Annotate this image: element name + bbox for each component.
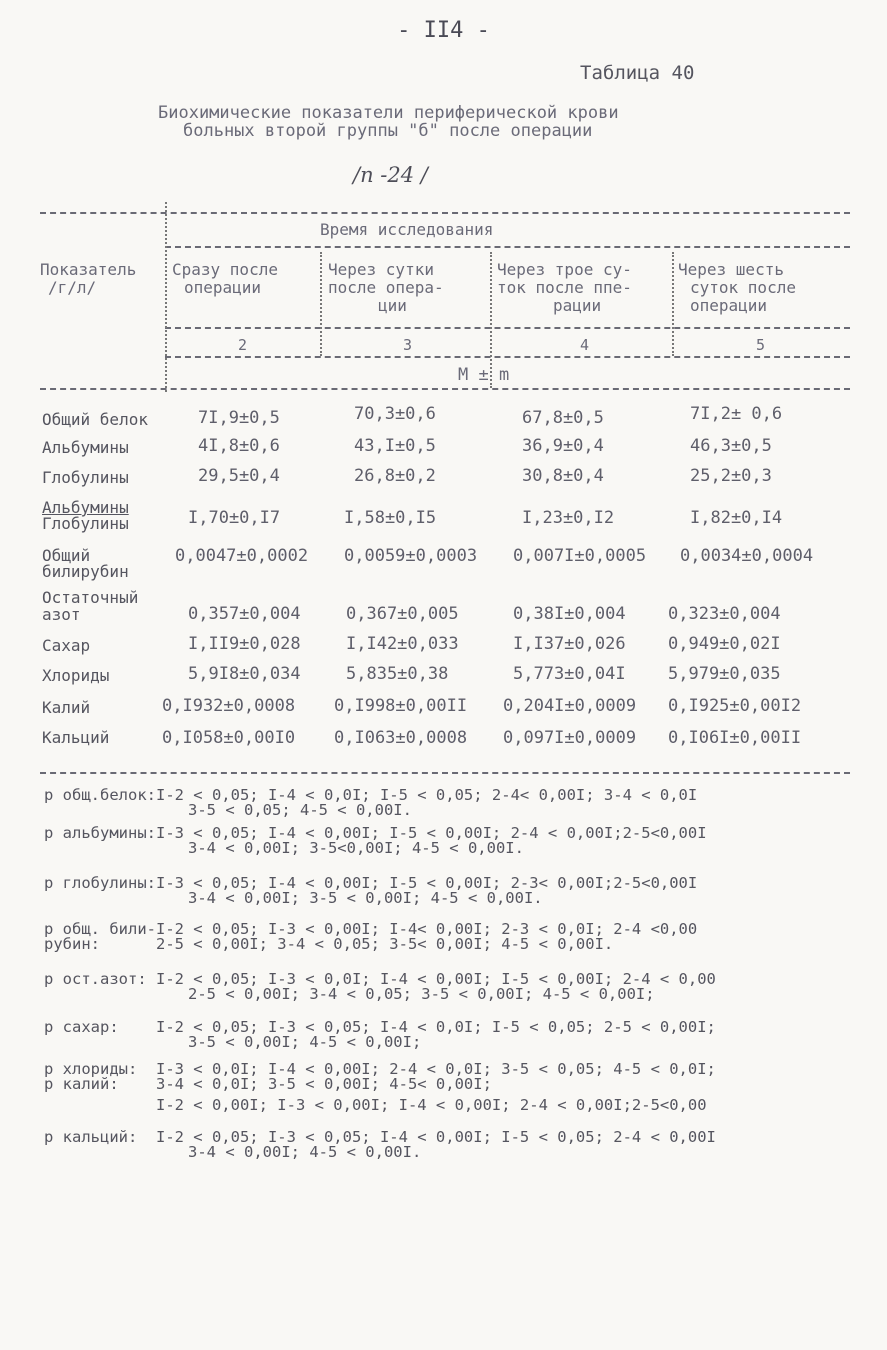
cell: 7I,9±0,5 [198,408,280,428]
table-bottom-rule [40,772,850,774]
footnote-line: р ост.азот: I-2 < 0,05; I-3 < 0,0I; I-4 < 0,00I; I-5 < 0,00I; 2-4 < 0,00 [44,970,716,988]
cell: 0,I063±0,0008 [334,728,468,748]
row-label: Общий белок [42,410,148,429]
footnote-line: 3-5 < 0,05; 4-5 < 0,00I. [188,801,412,819]
cell: 0,0034±0,0004 [680,546,814,566]
sample-size: /n -24 / [353,163,428,187]
col-header-4: Через трое су- [497,260,632,279]
cell: I,82±0,I4 [690,508,783,528]
cell: 5,979±0,035 [668,664,781,684]
cell: 67,8±0,5 [522,408,604,428]
col-number-3: 3 [403,336,413,354]
row-label-line2: азот [42,605,81,624]
row-label: Сахар [42,636,91,655]
footnote-line: р кальций: I-2 < 0,05; I-3 < 0,05; I-4 < 0,00I; I-5 < 0,05; 2-4 < 0,00I [44,1128,716,1146]
row-label: Хлориды [42,666,110,685]
cell: 0,949±0,02I [668,634,781,654]
cell: 0,I058±0,00I0 [162,728,296,748]
cell: 0,323±0,004 [668,604,781,624]
footnote-line: I-2 < 0,00I; I-3 < 0,00I; I-4 < 0,00I; 2-4 < 0,00I;2-5<0,00 [44,1096,707,1114]
cell: 70,3±0,6 [354,404,436,424]
cell: 36,9±0,4 [522,436,604,456]
cell: 0,I998±0,00II [334,696,468,716]
page-number: - II4 - [397,18,490,43]
footnote-line: р хлориды: I-3 < 0,0I; I-4 < 0,00I; 2-4 < 0,0I; 3-5 < 0,05; 4-5 < 0,0I; [44,1060,716,1078]
col-separator [672,252,674,356]
cell: 0,007I±0,0005 [513,546,647,566]
cell: I,70±0,I7 [188,508,281,528]
col-header-3: Через сутки [328,260,434,279]
row-label: Общий [42,546,91,565]
cell: 5,773±0,04I [513,664,626,684]
cell: I,I42±0,033 [346,634,459,654]
cell: I,I37±0,026 [513,634,626,654]
row-label: Альбумины [42,438,129,457]
col-header-5-line3: операции [690,296,768,315]
header-colnum-rule [165,327,850,329]
cell: I,23±0,I2 [522,508,615,528]
cell: 43,I±0,5 [354,436,436,456]
row-label: Остаточный [42,588,139,607]
cell: 29,5±0,4 [198,466,280,486]
row-label-denominator: Глобулины [42,514,129,533]
row-label: Калий [42,698,91,717]
cell: I,58±0,I5 [344,508,437,528]
cell: 30,8±0,4 [522,466,604,486]
cell: 46,3±0,5 [690,436,772,456]
col-header-4-line3: рации [553,296,602,315]
cell: 0,I932±0,0008 [162,696,296,716]
table-label: Таблица 40 [580,62,695,84]
cell: 0,367±0,005 [346,604,459,624]
col-header-2: Сразу после [172,260,278,279]
cell: 0,357±0,004 [188,604,301,624]
header-bottom-rule [40,388,850,390]
footnote-line: 3-4 < 0,00I; 3-5<0,00I; 4-5 < 0,00I. [188,839,524,857]
col-number-4: 4 [580,336,590,354]
cell: 5,9I8±0,034 [188,664,301,684]
cell: 7I,2± 0,6 [690,404,783,424]
row-label: Кальций [42,728,110,747]
table-top-rule [40,212,850,214]
col-separator [320,252,322,356]
footnote-line: 3-4 < 0,00I; 4-5 < 0,00I. [188,1143,422,1161]
col-separator [165,202,167,392]
col-number-5: 5 [756,336,766,354]
footnote-line: рубин: 2-5 < 0,00I; 3-4 < 0,05; 3-5< 0,00I; 4-5 < 0,00I. [44,935,614,953]
cell: 0,0059±0,0003 [344,546,478,566]
col-header-2-line2: операции [184,278,262,297]
cell: 0,I925±0,00I2 [668,696,802,716]
cell: 0,0047±0,0002 [175,546,309,566]
footnote-line: 2-5 < 0,00I; 3-4 < 0,05; 3-5 < 0,00I; 4-5 < 0,00I; [188,985,655,1003]
footnote-line: р альбумины:I-3 < 0,05; I-4 < 0,00I; I-5 < 0,00I; 2-4 < 0,00I;2-5<0,00I [44,824,707,842]
cell: 4I,8±0,6 [198,436,280,456]
unit-header: /г/л/ [48,278,97,297]
header-m-rule [165,356,850,358]
cell: 25,2±0,3 [690,466,772,486]
mean-error-label: M ± m [458,365,510,385]
cell: 5,835±0,38 [346,664,449,684]
row-label: Глобулины [42,468,129,487]
footnote-line: р общ. били-I-2 < 0,05; I-3 < 0,00I; I-4< 0,00I; 2-3 < 0,0I; 2-4 <0,00 [44,920,698,938]
col-header-4-line2: ток после ппе- [497,278,632,297]
row-label-numerator: Альбумины [42,498,129,517]
footnote-line: р калий: 3-4 < 0,0I; 3-5 < 0,00I; 4-5< 0,00I; [44,1075,492,1093]
footnote-line: р сахар: I-2 < 0,05; I-3 < 0,05; I-4 < 0,0I; I-5 < 0,05; 2-5 < 0,00I; [44,1018,716,1036]
cell: I,II9±0,028 [188,634,301,654]
col-header-3-line3: ции [378,296,407,315]
footnote-line: 3-5 < 0,00I; 4-5 < 0,00I; [188,1033,422,1051]
col-header-5: Через шесть [678,260,784,279]
time-of-study-header: Время исследования [320,220,494,239]
cell: 0,38I±0,004 [513,604,626,624]
col-number-2: 2 [238,336,248,354]
cell: 0,204I±0,0009 [503,696,637,716]
footnote-line: 3-4 < 0,00I; 3-5 < 0,00I; 4-5 < 0,00I. [188,889,543,907]
footnote-line: р глобулины:I-3 < 0,05; I-4 < 0,00I; I-5 < 0,00I; 2-3< 0,00I;2-5<0,00I [44,874,698,892]
table-title-line1: Биохимические показатели периферической крови [158,103,619,123]
indicator-header: Показатель [40,260,137,279]
footnote-line: р общ.белок:I-2 < 0,05; I-4 < 0,0I; I-5 < 0,05; 2-4< 0,00I; 3-4 < 0,0I [44,786,698,804]
cell: 0,097I±0,0009 [503,728,637,748]
col-header-5-line2: суток после [690,278,796,297]
header-subrule [165,246,850,248]
cell: 0,I06I±0,00II [668,728,802,748]
cell: 26,8±0,2 [354,466,436,486]
col-header-3-line2: после опера- [328,278,444,297]
row-label-line2: билирубин [42,562,129,581]
table-title-line2: больных второй группы "б" после операции [183,121,593,141]
